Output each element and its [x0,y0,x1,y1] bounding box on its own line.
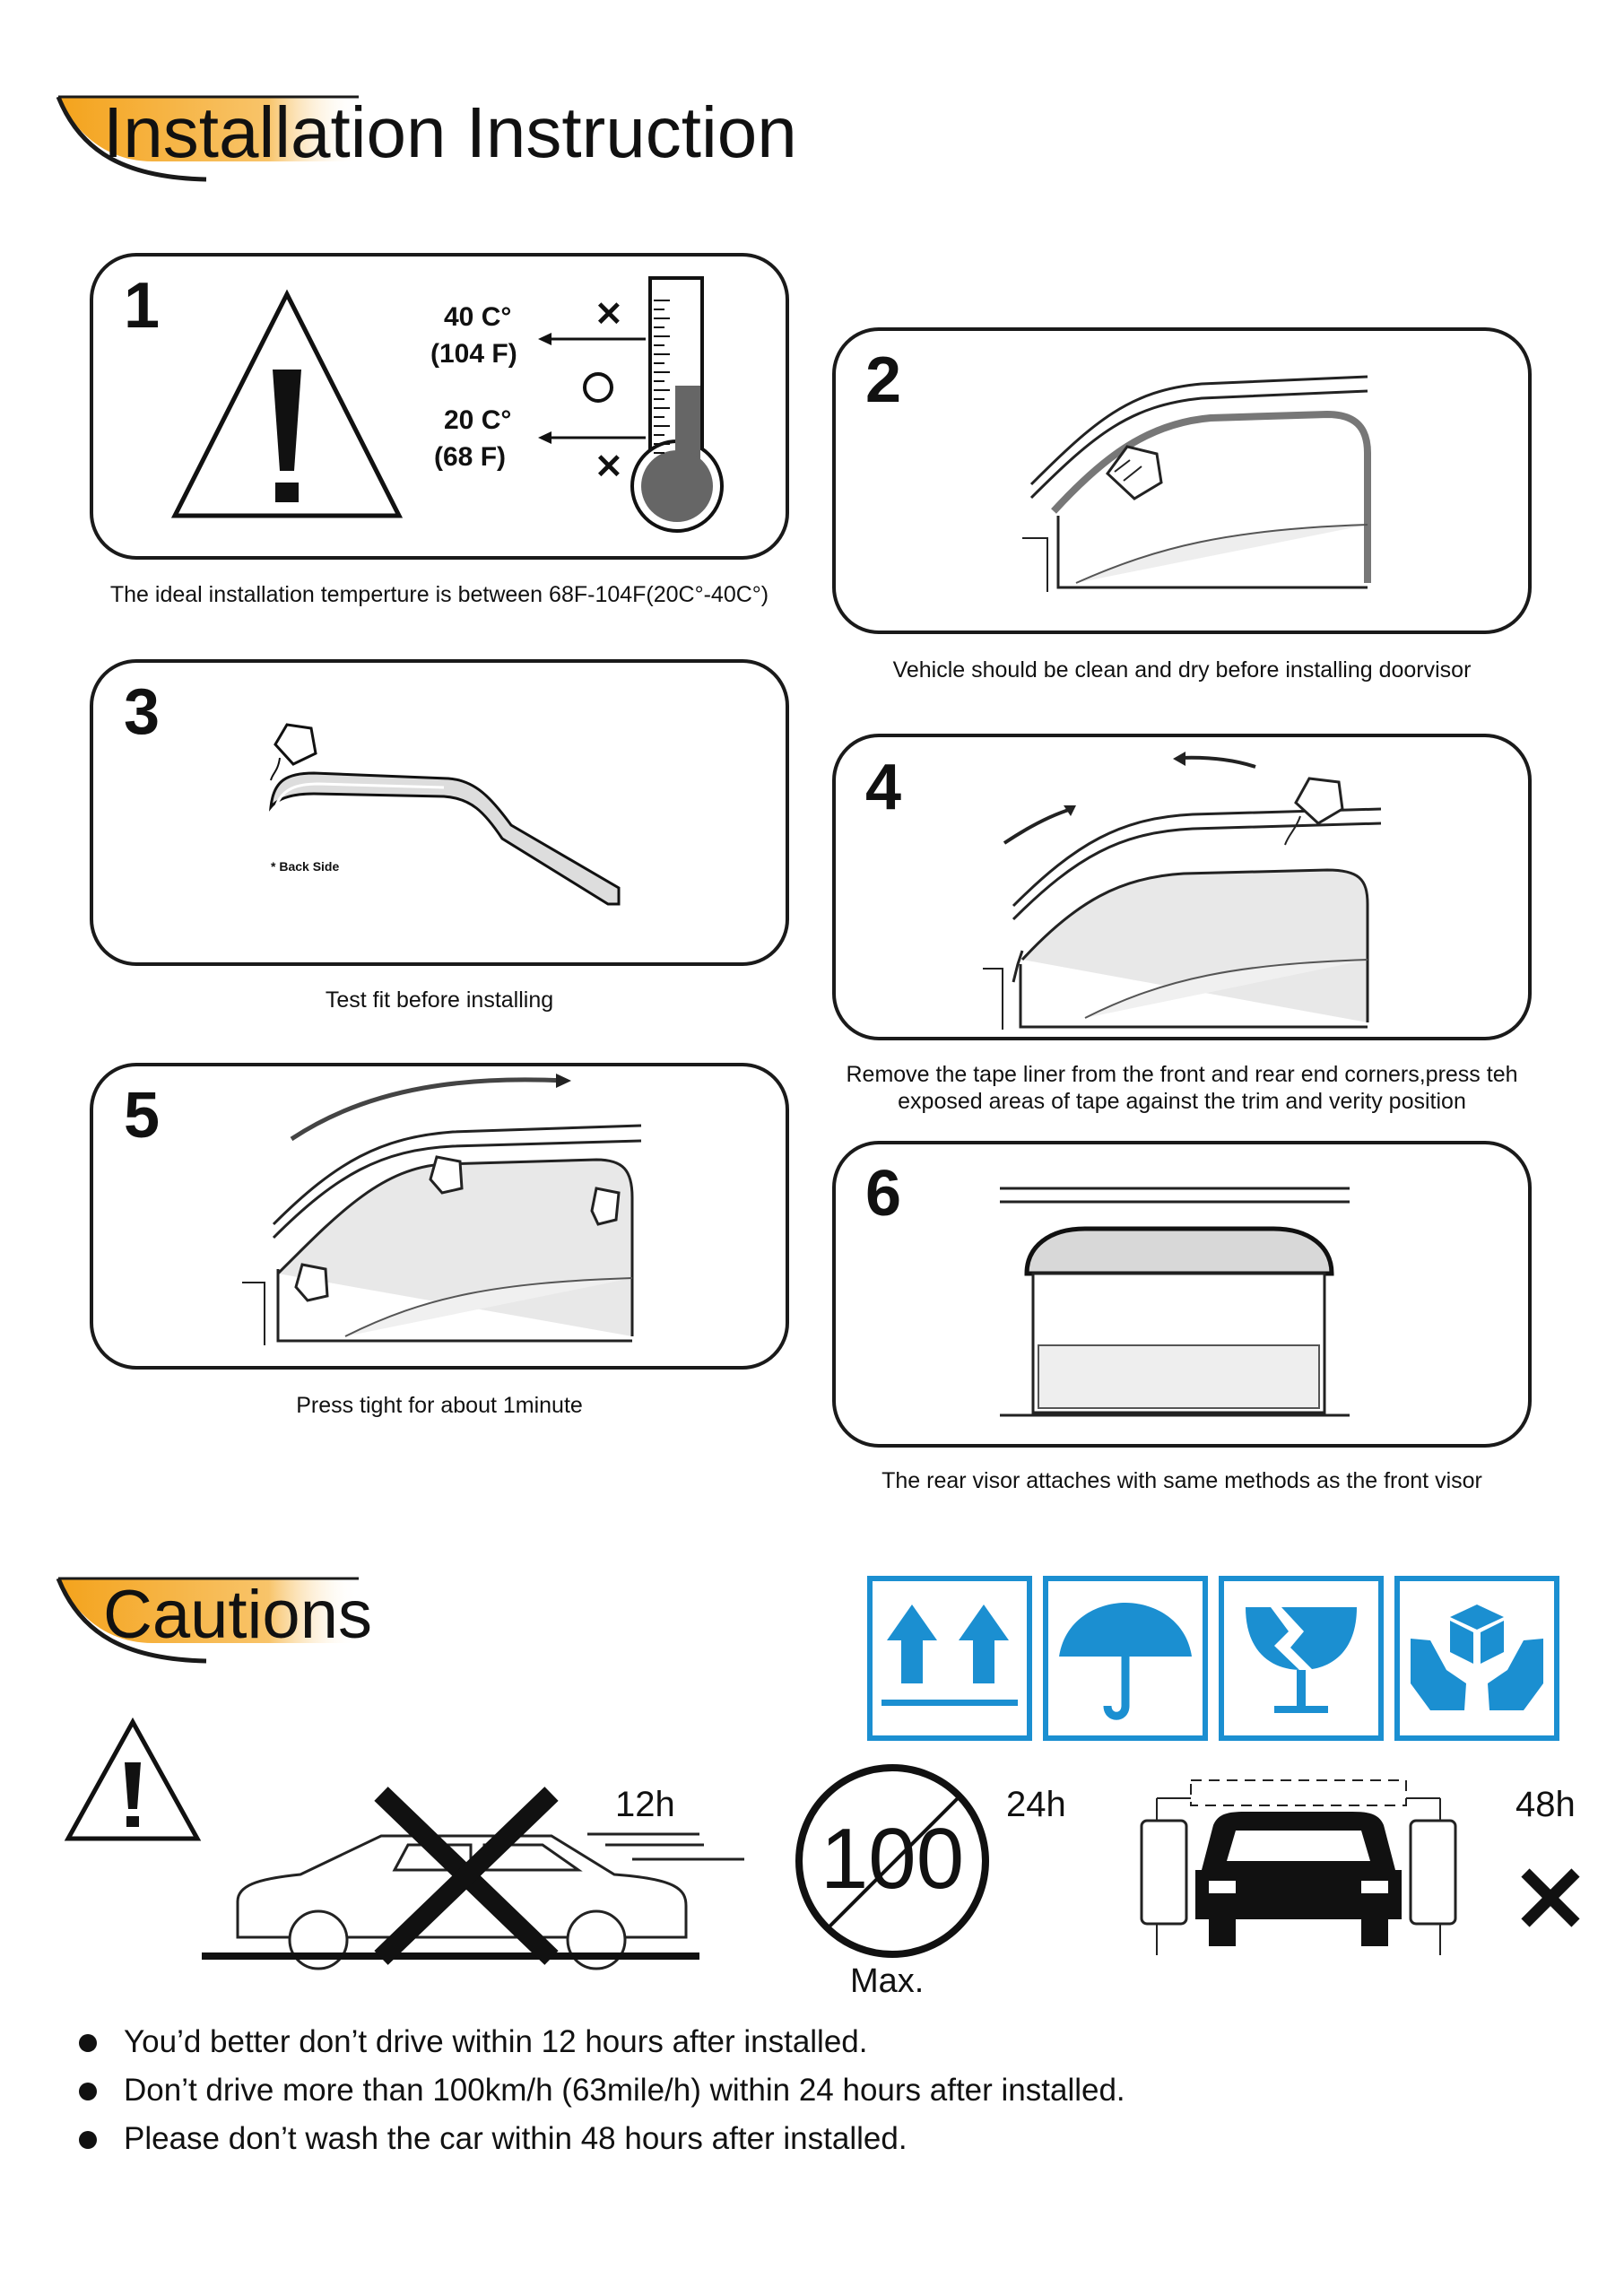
no-car-wash-illustration [1137,1771,1460,1964]
keep-dry-icon [1043,1576,1208,1741]
step-6-number: 6 [865,1158,902,1230]
temp-high-c: 40 C° [444,302,512,332]
step-3-number: 3 [124,676,161,748]
install-title: Installation Instruction [103,92,797,172]
no-wash-hours: 48h [1515,1785,1576,1824]
step-5-caption: Press tight for about 1minute [296,1393,583,1418]
caution-bullet-2 [72,2071,1125,2119]
step-4-caption: Remove the tape liner from the front and rear end corners,press teh exposed areas of tape against the trim and verity position [846,1062,1518,1114]
no-drive-hours: 12h [615,1785,675,1824]
step-4-illustration [977,744,1399,1031]
step-4-number: 4 [865,752,902,823]
caution-bullet-1 [72,2022,1125,2071]
step-5-number: 5 [124,1080,161,1152]
cautions-title: Cautions [103,1577,372,1653]
step-3-caption: Test fit before installing [325,987,554,1013]
svg-text:✕: ✕ [595,296,623,334]
bullet-dot [79,2034,97,2052]
step-2-number: 2 [865,344,902,416]
step-5-illustration [238,1067,650,1354]
step-1-number: 1 [124,270,161,342]
caution-bullet-3-text: Please don’t wash the car within 48 hours after installed. [124,2121,908,2156]
cautions-list [72,2022,1125,2168]
warning-icon [170,287,404,520]
temp-low-f: (68 F) [434,442,507,472]
step-2-caption: Vehicle should be clean and dry before installing doorvisor [892,657,1472,683]
speed-limit-value: 100 [820,1811,965,1907]
step-6-illustration [995,1175,1354,1426]
speed-hours: 24h [1006,1785,1066,1824]
step-1-caption: The ideal installation temperture is between 68F-104F(20C°-40C°) [109,582,769,607]
fragile-icon [1219,1576,1384,1741]
bullet-dot [79,2131,97,2149]
caution-bullet-3 [72,2119,1125,2168]
step-2-illustration [1022,368,1381,601]
bullet-dot [79,2083,97,2100]
no-driving-illustration [202,1780,776,1969]
speed-max-label: Max. [850,1962,925,2000]
this-way-up-icon [867,1576,1032,1741]
temp-low-c: 20 C° [444,405,512,435]
caution-warning-icon [65,1718,200,1843]
caution-bullet-1-text: You’d better don’t drive within 12 hours after installed. [124,2024,868,2059]
back-side-note: * Back Side [271,859,340,874]
temp-high-f: (104 F) [430,339,517,369]
no-wash-cross-icon [1518,1866,1583,1930]
handle-with-care-icon [1394,1576,1559,1741]
caution-bullet-2-text: Don’t drive more than 100km/h (63mile/h) within 24 hours after installed. [124,2073,1125,2108]
svg-text:✕: ✕ [595,448,623,486]
thermometer-icon [534,274,740,543]
step-3-illustration [260,709,637,915]
step-6-caption: The rear visor attaches with same methods as the front visor [881,1468,1482,1493]
